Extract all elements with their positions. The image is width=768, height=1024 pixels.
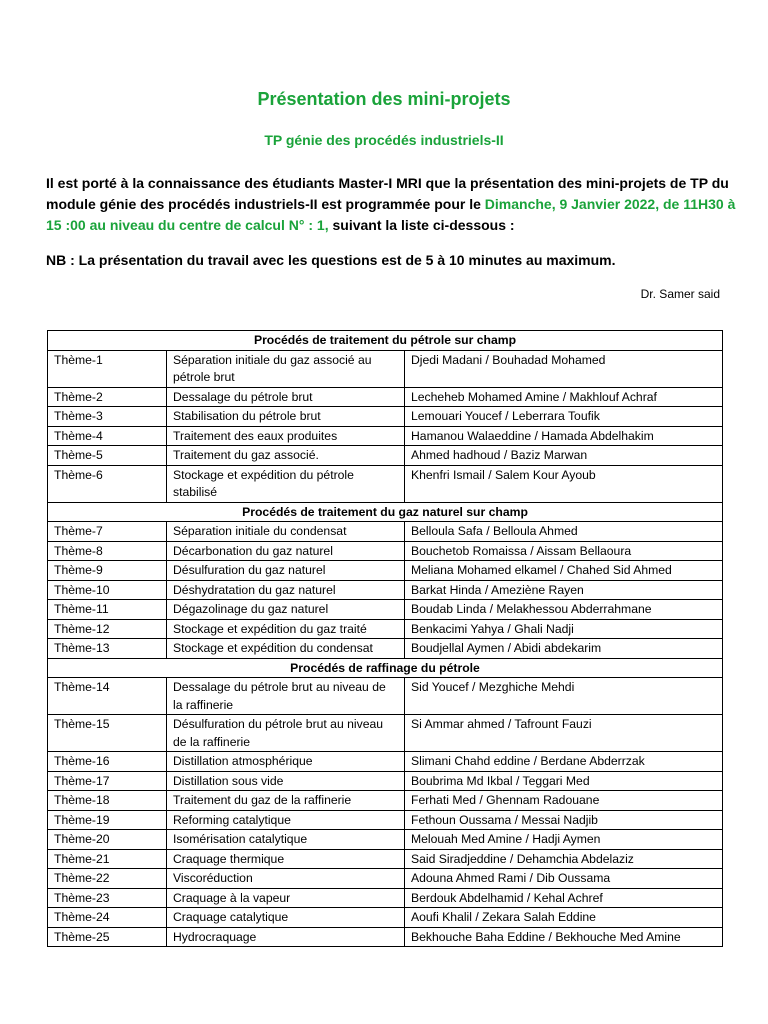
table-row (48, 752, 723, 772)
subject-cell: Désulfuration du pétrole brut au niveau de la raffinerie (167, 715, 405, 752)
subject-cell: Déshydratation du gaz naturel (167, 580, 405, 600)
intro-text-end: suivant la liste ci-dessous : (328, 217, 515, 233)
subject-cell: Stockage et expédition du pétrole stabilisé (167, 465, 405, 502)
students-cell: Ahmed hadhoud / Baziz Marwan (405, 446, 723, 466)
theme-cell: Thème-11 (48, 600, 167, 620)
subject-cell: Dessalage du pétrole brut au niveau de la raffinerie (167, 678, 405, 715)
intro-paragraph (46, 173, 736, 236)
page-subtitle: TP génie des procédés industriels-II (264, 132, 504, 148)
subject-cell: Craquage catalytique (167, 908, 405, 928)
table-row (48, 619, 723, 639)
students-cell: Bouchetob Romaissa / Aissam Bellaoura (405, 541, 723, 561)
students-cell: Fethoun Oussama / Messai Nadjib (405, 810, 723, 830)
projects-table (47, 330, 723, 947)
section-header-row (48, 658, 723, 678)
table-row (48, 830, 723, 850)
table-row (48, 869, 723, 889)
table-row (48, 810, 723, 830)
section-title: Procédés de traitement du gaz naturel sur champ (48, 502, 723, 522)
students-cell: Boudab Linda / Melakhessou Abderrahmane (405, 600, 723, 620)
page-title: Présentation des mini-projets (257, 89, 511, 109)
theme-cell: Thème-8 (48, 541, 167, 561)
subject-cell: Stockage et expédition du gaz traité (167, 619, 405, 639)
students-cell: Bekhouche Baha Eddine / Bekhouche Med Amine (405, 927, 723, 947)
theme-cell: Thème-15 (48, 715, 167, 752)
table-row (48, 387, 723, 407)
theme-cell: Thème-21 (48, 849, 167, 869)
subject-cell: Craquage à la vapeur (167, 888, 405, 908)
nb-note: NB : La présentation du travail avec les questions est de 5 à 10 minutes au maximum. (46, 252, 616, 268)
table-row (48, 407, 723, 427)
section-header-row (48, 502, 723, 522)
subject-cell: Décarbonation du gaz naturel (167, 541, 405, 561)
students-cell: Meliana Mohamed elkamel / Chahed Sid Ahmed (405, 561, 723, 581)
subject-cell: Hydrocraquage (167, 927, 405, 947)
students-cell: Boubrima Md Ikbal / Teggari Med (405, 771, 723, 791)
subject-cell: Traitement des eaux produites (167, 426, 405, 446)
table-row (48, 849, 723, 869)
subject-cell: Traitement du gaz de la raffinerie (167, 791, 405, 811)
table-row (48, 791, 723, 811)
theme-cell: Thème-9 (48, 561, 167, 581)
students-cell: Adouna Ahmed Rami / Dib Oussama (405, 869, 723, 889)
table-row (48, 639, 723, 659)
table-row (48, 465, 723, 502)
theme-cell: Thème-18 (48, 791, 167, 811)
table-row (48, 561, 723, 581)
theme-cell: Thème-1 (48, 350, 167, 387)
subject-cell: Craquage thermique (167, 849, 405, 869)
table-row (48, 771, 723, 791)
table-row (48, 541, 723, 561)
students-cell: Aoufi Khalil / Zekara Salah Eddine (405, 908, 723, 928)
students-cell: Si Ammar ahmed / Tafrount Fauzi (405, 715, 723, 752)
table-row (48, 446, 723, 466)
table-row (48, 522, 723, 542)
students-cell: Benkacimi Yahya / Ghali Nadji (405, 619, 723, 639)
intro-date-highlight: Dimanche, 9 Janvier 2022, de 11H30 à 15 :00 au niveau du centre de calcul N° : 1, (46, 196, 736, 233)
section-title: Procédés de raffinage du pétrole (48, 658, 723, 678)
students-cell: Djedi Madani / Bouhadad Mohamed (405, 350, 723, 387)
theme-cell: Thème-25 (48, 927, 167, 947)
students-cell: Lecheheb Mohamed Amine / Makhlouf Achraf (405, 387, 723, 407)
theme-cell: Thème-3 (48, 407, 167, 427)
theme-cell: Thème-23 (48, 888, 167, 908)
table-row (48, 888, 723, 908)
students-cell: Belloula Safa / Belloula Ahmed (405, 522, 723, 542)
theme-cell: Thème-12 (48, 619, 167, 639)
students-cell: Said Siradjeddine / Dehamchia Abdelaziz (405, 849, 723, 869)
students-cell: Lemouari Youcef / Leberrara Toufik (405, 407, 723, 427)
theme-cell: Thème-10 (48, 580, 167, 600)
subject-cell: Stabilisation du pétrole brut (167, 407, 405, 427)
table-row (48, 350, 723, 387)
students-cell: Barkat Hinda / Ameziène Rayen (405, 580, 723, 600)
table-row (48, 600, 723, 620)
students-cell: Ferhati Med / Ghennam Radouane (405, 791, 723, 811)
signature: Dr. Samer said (640, 287, 720, 301)
theme-cell: Thème-17 (48, 771, 167, 791)
subject-cell: Désulfuration du gaz naturel (167, 561, 405, 581)
students-cell: Hamanou Walaeddine / Hamada Abdelhakim (405, 426, 723, 446)
table-row (48, 678, 723, 715)
table-row (48, 426, 723, 446)
subject-cell: Dessalage du pétrole brut (167, 387, 405, 407)
subject-cell: Isomérisation catalytique (167, 830, 405, 850)
intro-text-start: Il est porté à la connaissance des étudiants Master-I MRI que la présentation des mini-projets de TP du module génie des procédés industriels-II est programmée pour le (46, 175, 729, 212)
subject-cell: Séparation initiale du gaz associé au pétrole brut (167, 350, 405, 387)
table-row (48, 715, 723, 752)
subject-cell: Distillation sous vide (167, 771, 405, 791)
students-cell: Melouah Med Amine / Hadji Aymen (405, 830, 723, 850)
theme-cell: Thème-2 (48, 387, 167, 407)
theme-cell: Thème-14 (48, 678, 167, 715)
students-cell: Berdouk Abdelhamid / Kehal Achref (405, 888, 723, 908)
theme-cell: Thème-24 (48, 908, 167, 928)
projects-table-body (48, 331, 723, 947)
subject-cell: Distillation atmosphérique (167, 752, 405, 772)
students-cell: Sid Youcef / Mezghiche Mehdi (405, 678, 723, 715)
theme-cell: Thème-6 (48, 465, 167, 502)
theme-cell: Thème-13 (48, 639, 167, 659)
subject-cell: Traitement du gaz associé. (167, 446, 405, 466)
table-row (48, 580, 723, 600)
subject-cell: Séparation initiale du condensat (167, 522, 405, 542)
section-header-row (48, 331, 723, 351)
theme-cell: Thème-7 (48, 522, 167, 542)
students-cell: Khenfri Ismail / Salem Kour Ayoub (405, 465, 723, 502)
theme-cell: Thème-16 (48, 752, 167, 772)
subject-cell: Dégazolinage du gaz naturel (167, 600, 405, 620)
subject-cell: Stockage et expédition du condensat (167, 639, 405, 659)
theme-cell: Thème-19 (48, 810, 167, 830)
theme-cell: Thème-20 (48, 830, 167, 850)
students-cell: Boudjellal Aymen / Abidi abdekarim (405, 639, 723, 659)
section-title: Procédés de traitement du pétrole sur champ (48, 331, 723, 351)
table-row (48, 908, 723, 928)
subject-cell: Viscoréduction (167, 869, 405, 889)
subject-cell: Reforming catalytique (167, 810, 405, 830)
theme-cell: Thème-22 (48, 869, 167, 889)
theme-cell: Thème-4 (48, 426, 167, 446)
students-cell: Slimani Chahd eddine / Berdane Abderrzak (405, 752, 723, 772)
theme-cell: Thème-5 (48, 446, 167, 466)
table-row (48, 927, 723, 947)
